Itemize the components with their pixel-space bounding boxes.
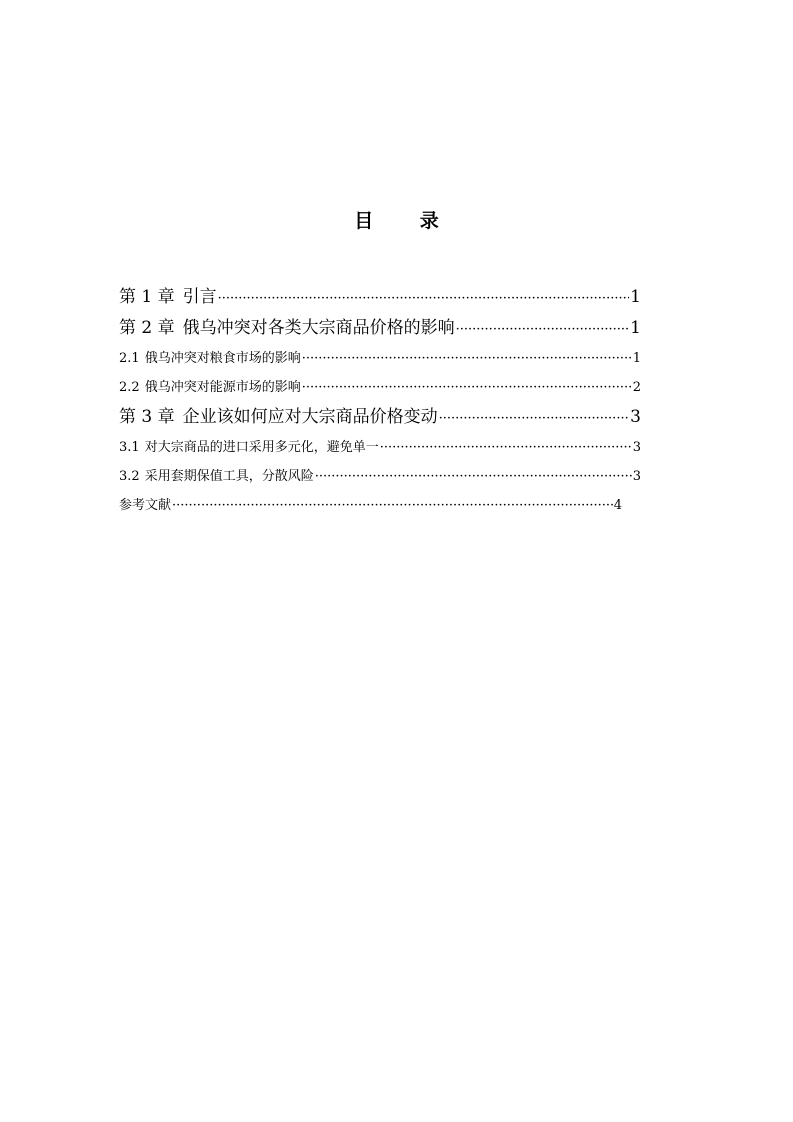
toc-entry-prefix: 第 2 章 (119, 318, 175, 338)
toc-entry-label (119, 491, 171, 520)
toc-entry-text: 引言 (182, 287, 217, 307)
toc-dot-leader (315, 462, 632, 491)
toc-entry-section-3-2[interactable] (119, 462, 641, 491)
toc-entry-section-2-1[interactable] (119, 344, 641, 373)
toc-entry-section-3-1[interactable] (119, 433, 641, 462)
toc-dot-leader (218, 283, 630, 313)
toc-page-number: 2 (632, 380, 641, 395)
toc-entry-chapter-3[interactable] (119, 402, 641, 433)
toc-page-number: 3 (632, 469, 641, 484)
toc-entry-text: 参考文献 (119, 498, 172, 513)
toc-title: 目 录 (354, 210, 459, 232)
toc-entry-references[interactable] (119, 491, 622, 520)
toc-entry-text: 俄乌冲突对各类大宗商品价格的影响 (182, 318, 455, 338)
table-of-contents (119, 282, 641, 520)
toc-entry-text: 俄乌冲突对能源市场的影响 (144, 380, 301, 395)
toc-entry-chapter-2[interactable] (119, 313, 641, 344)
toc-dot-leader (456, 314, 630, 344)
toc-entry-prefix: 2.1 (119, 351, 140, 366)
toc-entry-text: 采用套期保值工具，分散风险 (144, 469, 314, 484)
toc-page-number: 1 (630, 318, 641, 338)
toc-dot-leader (302, 344, 632, 373)
toc-entry-label (119, 344, 301, 373)
toc-entry-label (119, 402, 438, 433)
toc-dot-leader (172, 491, 613, 520)
toc-entry-prefix: 第 3 章 (119, 407, 175, 427)
toc-entry-label (119, 282, 217, 313)
toc-page-number: 1 (632, 351, 641, 366)
toc-entry-label (119, 433, 379, 462)
toc-entry-label (119, 313, 455, 344)
toc-entry-text: 俄乌冲突对粮食市场的影响 (144, 351, 301, 366)
toc-dot-leader (439, 403, 630, 433)
toc-entry-text: 企业该如何应对大宗商品价格变动 (182, 407, 438, 427)
toc-entry-label (119, 462, 314, 491)
toc-entry-prefix: 第 1 章 (119, 287, 175, 307)
toc-entry-section-2-2[interactable] (119, 373, 641, 402)
toc-entry-text: 对大宗商品的进口采用多元化，避免单一 (144, 440, 379, 455)
toc-entry-prefix: 2.2 (119, 380, 140, 395)
toc-page-number: 4 (613, 498, 622, 513)
toc-entry-label (119, 373, 301, 402)
toc-entry-prefix: 3.1 (119, 440, 140, 455)
toc-page-number: 3 (632, 440, 641, 455)
toc-dot-leader (302, 373, 632, 402)
toc-entry-chapter-1[interactable] (119, 282, 641, 313)
toc-page-number: 3 (630, 407, 641, 427)
toc-page-number: 1 (630, 287, 641, 307)
toc-dot-leader (380, 433, 632, 462)
toc-entry-prefix: 3.2 (119, 469, 140, 484)
